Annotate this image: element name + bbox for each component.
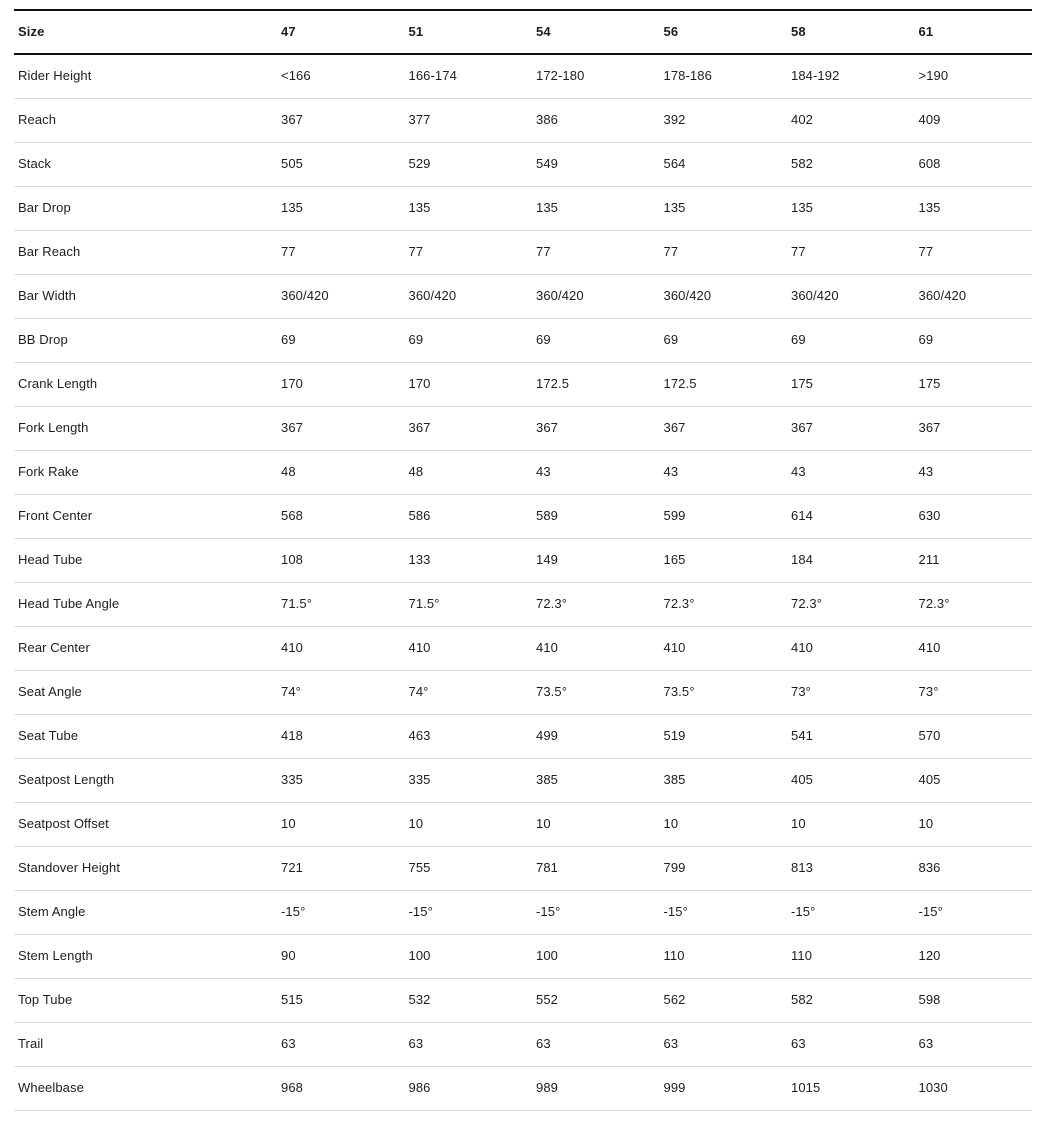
row-label: Wheelbase <box>14 1066 277 1110</box>
value-cell: <166 <box>277 54 405 98</box>
value-cell: 405 <box>787 758 915 802</box>
value-cell: 10 <box>660 802 788 846</box>
value-cell: 178-186 <box>660 54 788 98</box>
value-cell: 77 <box>660 230 788 274</box>
value-cell: 69 <box>787 318 915 362</box>
value-cell: 1030 <box>915 1066 1033 1110</box>
value-cell: 781 <box>532 846 660 890</box>
value-cell: 73° <box>915 670 1033 714</box>
row-label: Crank Length <box>14 362 277 406</box>
row-label: Bar Drop <box>14 186 277 230</box>
value-cell: 77 <box>787 230 915 274</box>
table-row <box>14 230 1032 274</box>
value-cell: 360/420 <box>915 274 1033 318</box>
table-row <box>14 582 1032 626</box>
value-cell: 69 <box>532 318 660 362</box>
value-cell: 69 <box>915 318 1033 362</box>
table-row <box>14 758 1032 802</box>
row-label: Rider Height <box>14 54 277 98</box>
row-label: Stem Angle <box>14 890 277 934</box>
value-cell: 69 <box>405 318 533 362</box>
value-cell: 410 <box>277 626 405 670</box>
value-cell: 360/420 <box>277 274 405 318</box>
table-row <box>14 186 1032 230</box>
value-cell: 541 <box>787 714 915 758</box>
value-cell: 48 <box>405 450 533 494</box>
row-label: Top Tube <box>14 978 277 1022</box>
row-label: Seatpost Offset <box>14 802 277 846</box>
value-cell: 170 <box>277 362 405 406</box>
value-cell: 166-174 <box>405 54 533 98</box>
value-cell: 77 <box>405 230 533 274</box>
value-cell: 385 <box>660 758 788 802</box>
value-cell: 10 <box>277 802 405 846</box>
row-label: Stem Length <box>14 934 277 978</box>
value-cell: 562 <box>660 978 788 1022</box>
header-cell-58: 58 <box>787 10 915 54</box>
table-header <box>14 10 1032 54</box>
value-cell: 755 <box>405 846 533 890</box>
value-cell: 69 <box>660 318 788 362</box>
header-cell-47: 47 <box>277 10 405 54</box>
value-cell: 184-192 <box>787 54 915 98</box>
value-cell: 135 <box>405 186 533 230</box>
value-cell: 110 <box>787 934 915 978</box>
value-cell: 90 <box>277 934 405 978</box>
value-cell: 385 <box>532 758 660 802</box>
value-cell: -15° <box>660 890 788 934</box>
value-cell: 63 <box>277 1022 405 1066</box>
value-cell: 175 <box>915 362 1033 406</box>
value-cell: 43 <box>787 450 915 494</box>
table-row <box>14 450 1032 494</box>
value-cell: 367 <box>915 406 1033 450</box>
value-cell: 410 <box>660 626 788 670</box>
row-label: Rear Center <box>14 626 277 670</box>
value-cell: 133 <box>405 538 533 582</box>
value-cell: 614 <box>787 494 915 538</box>
table-row <box>14 714 1032 758</box>
value-cell: 63 <box>660 1022 788 1066</box>
table-row <box>14 934 1032 978</box>
value-cell: 135 <box>532 186 660 230</box>
value-cell: 799 <box>660 846 788 890</box>
value-cell: 360/420 <box>660 274 788 318</box>
value-cell: 360/420 <box>787 274 915 318</box>
value-cell: 63 <box>405 1022 533 1066</box>
value-cell: 48 <box>277 450 405 494</box>
table-row <box>14 538 1032 582</box>
value-cell: 360/420 <box>405 274 533 318</box>
value-cell: 968 <box>277 1066 405 1110</box>
table-row <box>14 802 1032 846</box>
value-cell: 589 <box>532 494 660 538</box>
row-label: Stack <box>14 142 277 186</box>
value-cell: 360/420 <box>532 274 660 318</box>
row-label: Seatpost Length <box>14 758 277 802</box>
header-row <box>14 10 1032 54</box>
geometry-table <box>14 9 1032 1111</box>
value-cell: 10 <box>405 802 533 846</box>
value-cell: 120 <box>915 934 1033 978</box>
value-cell: 135 <box>787 186 915 230</box>
value-cell: 367 <box>787 406 915 450</box>
value-cell: 10 <box>532 802 660 846</box>
value-cell: 392 <box>660 98 788 142</box>
row-label: Bar Width <box>14 274 277 318</box>
table-row <box>14 494 1032 538</box>
value-cell: 10 <box>787 802 915 846</box>
value-cell: 630 <box>915 494 1033 538</box>
header-cell-54: 54 <box>532 10 660 54</box>
value-cell: 172.5 <box>660 362 788 406</box>
value-cell: 1015 <box>787 1066 915 1110</box>
value-cell: 813 <box>787 846 915 890</box>
table-row <box>14 274 1032 318</box>
value-cell: 135 <box>660 186 788 230</box>
row-label: Seat Tube <box>14 714 277 758</box>
value-cell: 410 <box>915 626 1033 670</box>
value-cell: 69 <box>277 318 405 362</box>
value-cell: -15° <box>915 890 1033 934</box>
value-cell: 529 <box>405 142 533 186</box>
value-cell: 599 <box>660 494 788 538</box>
value-cell: 549 <box>532 142 660 186</box>
value-cell: 72.3° <box>532 582 660 626</box>
value-cell: 77 <box>532 230 660 274</box>
value-cell: -15° <box>277 890 405 934</box>
value-cell: 405 <box>915 758 1033 802</box>
header-cell-61: 61 <box>915 10 1033 54</box>
value-cell: 110 <box>660 934 788 978</box>
value-cell: 72.3° <box>660 582 788 626</box>
value-cell: 73° <box>787 670 915 714</box>
value-cell: 418 <box>277 714 405 758</box>
value-cell: 410 <box>532 626 660 670</box>
table-row <box>14 1022 1032 1066</box>
value-cell: 10 <box>915 802 1033 846</box>
table-row <box>14 1066 1032 1110</box>
value-cell: >190 <box>915 54 1033 98</box>
value-cell: 386 <box>532 98 660 142</box>
value-cell: 149 <box>532 538 660 582</box>
value-cell: 43 <box>915 450 1033 494</box>
row-label: BB Drop <box>14 318 277 362</box>
value-cell: 402 <box>787 98 915 142</box>
header-cell-56: 56 <box>660 10 788 54</box>
value-cell: 515 <box>277 978 405 1022</box>
value-cell: 499 <box>532 714 660 758</box>
value-cell: 409 <box>915 98 1033 142</box>
table-row <box>14 318 1032 362</box>
value-cell: -15° <box>787 890 915 934</box>
value-cell: 367 <box>660 406 788 450</box>
value-cell: -15° <box>532 890 660 934</box>
value-cell: 135 <box>277 186 405 230</box>
row-label: Seat Angle <box>14 670 277 714</box>
value-cell: 211 <box>915 538 1033 582</box>
value-cell: 586 <box>405 494 533 538</box>
table-row <box>14 98 1032 142</box>
value-cell: 598 <box>915 978 1033 1022</box>
value-cell: 63 <box>787 1022 915 1066</box>
value-cell: 463 <box>405 714 533 758</box>
value-cell: 552 <box>532 978 660 1022</box>
value-cell: 568 <box>277 494 405 538</box>
table-row <box>14 978 1032 1022</box>
value-cell: 71.5° <box>405 582 533 626</box>
row-label: Reach <box>14 98 277 142</box>
table-row <box>14 626 1032 670</box>
value-cell: 377 <box>405 98 533 142</box>
value-cell: 367 <box>277 98 405 142</box>
value-cell: 108 <box>277 538 405 582</box>
value-cell: 335 <box>405 758 533 802</box>
value-cell: 63 <box>915 1022 1033 1066</box>
value-cell: 989 <box>532 1066 660 1110</box>
row-label: Front Center <box>14 494 277 538</box>
value-cell: 582 <box>787 978 915 1022</box>
value-cell: 43 <box>660 450 788 494</box>
value-cell: 43 <box>532 450 660 494</box>
value-cell: 367 <box>405 406 533 450</box>
value-cell: 367 <box>532 406 660 450</box>
value-cell: 73.5° <box>532 670 660 714</box>
value-cell: 100 <box>405 934 533 978</box>
value-cell: 100 <box>532 934 660 978</box>
value-cell: 836 <box>915 846 1033 890</box>
value-cell: 74° <box>277 670 405 714</box>
value-cell: 77 <box>277 230 405 274</box>
table-row <box>14 362 1032 406</box>
row-label: Fork Rake <box>14 450 277 494</box>
value-cell: 170 <box>405 362 533 406</box>
value-cell: 184 <box>787 538 915 582</box>
value-cell: 73.5° <box>660 670 788 714</box>
value-cell: 505 <box>277 142 405 186</box>
value-cell: 135 <box>915 186 1033 230</box>
table-row <box>14 406 1032 450</box>
row-label: Head Tube <box>14 538 277 582</box>
value-cell: 74° <box>405 670 533 714</box>
value-cell: 367 <box>277 406 405 450</box>
value-cell: 519 <box>660 714 788 758</box>
value-cell: 570 <box>915 714 1033 758</box>
header-cell-51: 51 <box>405 10 533 54</box>
row-label: Head Tube Angle <box>14 582 277 626</box>
value-cell: 986 <box>405 1066 533 1110</box>
value-cell: 721 <box>277 846 405 890</box>
value-cell: 564 <box>660 142 788 186</box>
value-cell: 175 <box>787 362 915 406</box>
table-row <box>14 54 1032 98</box>
table-row <box>14 890 1032 934</box>
value-cell: 72.3° <box>915 582 1033 626</box>
row-label: Bar Reach <box>14 230 277 274</box>
value-cell: 608 <box>915 142 1033 186</box>
value-cell: 77 <box>915 230 1033 274</box>
value-cell: 172.5 <box>532 362 660 406</box>
value-cell: 63 <box>532 1022 660 1066</box>
value-cell: 165 <box>660 538 788 582</box>
table-row <box>14 846 1032 890</box>
row-label: Fork Length <box>14 406 277 450</box>
table-body <box>14 54 1032 1110</box>
value-cell: 71.5° <box>277 582 405 626</box>
value-cell: 72.3° <box>787 582 915 626</box>
value-cell: 410 <box>787 626 915 670</box>
table-row <box>14 142 1032 186</box>
value-cell: 582 <box>787 142 915 186</box>
row-label: Standover Height <box>14 846 277 890</box>
value-cell: 532 <box>405 978 533 1022</box>
value-cell: 335 <box>277 758 405 802</box>
table-row <box>14 670 1032 714</box>
value-cell: -15° <box>405 890 533 934</box>
value-cell: 410 <box>405 626 533 670</box>
header-cell-size: Size <box>14 10 277 54</box>
value-cell: 172-180 <box>532 54 660 98</box>
row-label: Trail <box>14 1022 277 1066</box>
value-cell: 999 <box>660 1066 788 1110</box>
